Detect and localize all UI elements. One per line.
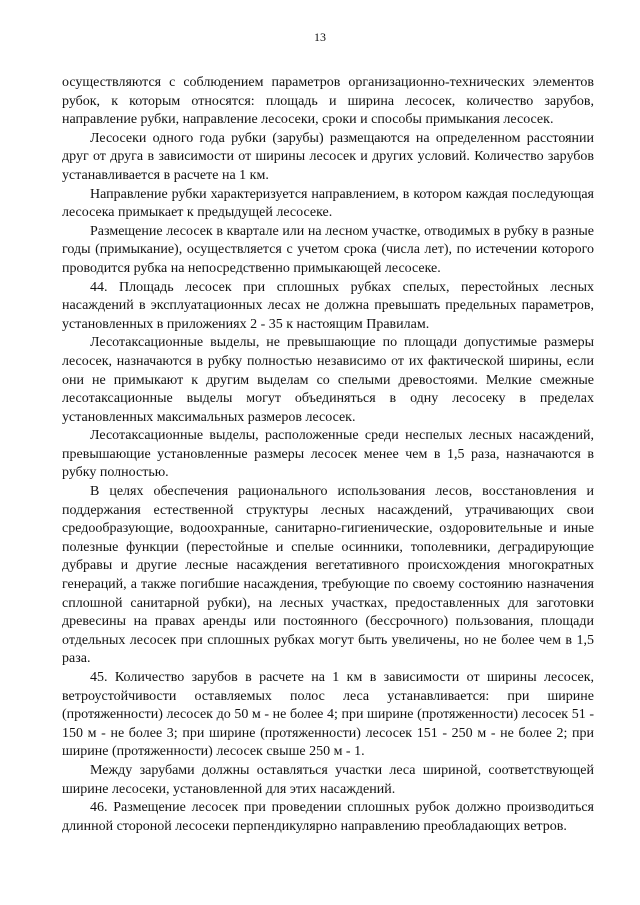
paragraph-section-45: 45. Количество зарубов в расчете на 1 км в зависимости от ширины лесосек, ветроустойчивости оставляемых полос леса устанавливается: при ширине (протяженности) лесосек до 50 м - не более 4; при ширине (протяженности) лесосек 51 - 150 м - не более 3; при ширине (протяженности) лесосек 151 - 250 м - не более 2; при ширине (протяженности) лесосек свыше 250 м - 1. (62, 670, 594, 760)
paragraph-rational-use: В целях обеспечения рационального использования лесов, восстановления и поддержания естественной структуры лесных насаждений, утрачивающих свои средообразующие, водоохранные, санитарно-гигиенические, оздоровительные и иные полезные функции (перестойные и спелые осинники, тополевники, деградирующие дубравы и другие лесные насаждения вегетативного происхождения многократных генераций, а также погибшие насаждения, требующие по своему состоянию назначения сплошной санитарной рубки), на лесных участках, предоставленных для заготовки древесины на правах аренды или постоянного (бессрочного) пользования, площади отдельных лесосек при сплошных рубках могут быть увеличены, но не более чем в 1,5 раза. (62, 484, 594, 667)
document-body (62, 74, 594, 836)
paragraph-forest-units: Лесотаксационные выделы, не превышающие по площади допустимые размеры лесосек, назначаются в рубку полностью независимо от их фактической ширины, если они не примыкают к другим выделам со спелыми древостоями. Мелкие смежные лесотаксационные выделы могут объединяться в одну лесосеку в пределах установленных максимальных размеров лесосек. (62, 335, 594, 425)
paragraph-adjoining: Размещение лесосек в квартале или на лесном участке, отводимых в рубку в разные годы (примыкание), осуществляется с учетом срока (числа лет), по истечении которого проводится рубка на непосредственно примыкающей лесосеке. (62, 223, 594, 276)
paragraph-continuation: осуществляются с соблюдением параметров организационно-технических элементов рубок, к которым относятся: площадь и ширина лесосек, количество зарубов, направление рубки, направление лесосеки, сроки и способы примыкания лесосек. (62, 75, 594, 128)
paragraph-immature-stands: Лесотаксационные выделы, расположенные среди неспелых лесных насаждений, превышающие установленные размеры лесосек менее чем в 1,5 раза, назначаются в рубку полностью. (62, 428, 594, 481)
paragraph-felling-direction: Направление рубки характеризуется направлением, в котором каждая последующая лесосека примыкает к предыдущей лесосеке. (62, 186, 594, 221)
page-number: 13 (314, 30, 326, 44)
paragraph-section-44: 44. Площадь лесосек при сплошных рубках спелых, перестойных лесных насаждений в эксплуатационных лесах не должна превышать предельных параметров, установленных в приложениях 2 - 35 к настоящим Правилам. (62, 279, 594, 332)
paragraph-zaruby: Лесосеки одного года рубки (зарубы) размещаются на определенном расстоянии друг от друга в зависимости от ширины лесосек и других условий. Количество зарубов устанавливается в расчете на 1 км. (62, 130, 594, 183)
paragraph-between-zaruby: Между зарубами должны оставляться участки леса шириной, соответствующей ширине лесосеки, установленной для этих насаждений. (62, 762, 594, 797)
paragraph-section-46: 46. Размещение лесосек при проведении сплошных рубок должно производиться длинной стороной лесосеки перпендикулярно направлению преобладающих ветров. (62, 800, 594, 834)
